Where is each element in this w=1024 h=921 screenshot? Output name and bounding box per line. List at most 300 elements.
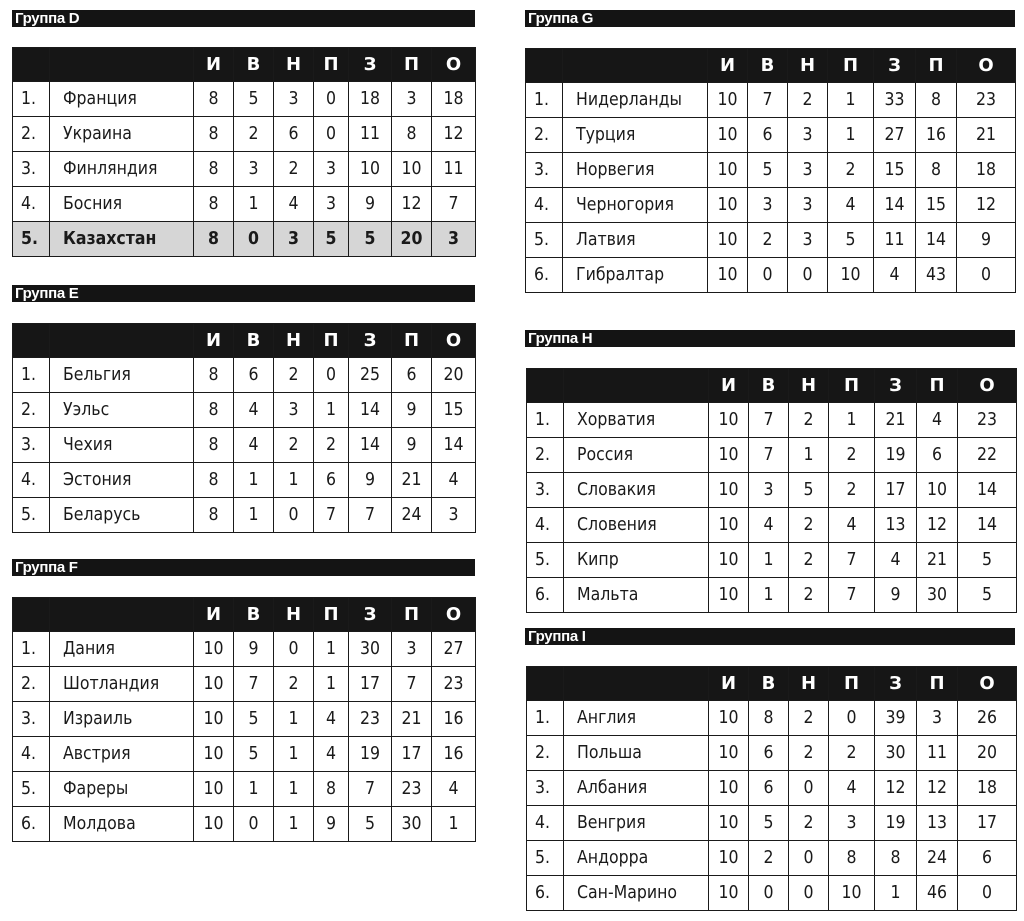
stat-cell: 9 bbox=[392, 393, 432, 428]
stat-cell: 8 bbox=[916, 83, 957, 118]
team-name-cell: Босния bbox=[50, 187, 194, 222]
rank-cell: 2. bbox=[527, 736, 564, 771]
stat-cell: 1 bbox=[789, 438, 829, 473]
stat-cell: 4 bbox=[314, 737, 349, 772]
stat-cell: 1 bbox=[274, 772, 314, 807]
stat-cell: 19 bbox=[349, 737, 392, 772]
stat-cell: 1 bbox=[875, 876, 917, 911]
header-team-cell bbox=[563, 49, 708, 83]
stat-cell: 12 bbox=[392, 187, 432, 222]
stat-cell: 4 bbox=[274, 187, 314, 222]
table-row bbox=[527, 473, 1017, 508]
stat-cell: 6 bbox=[749, 736, 789, 771]
stat-cell: 9 bbox=[234, 632, 274, 667]
header-team-cell bbox=[50, 48, 194, 82]
stat-cell: 5 bbox=[828, 223, 874, 258]
stat-cell: 3 bbox=[788, 118, 828, 153]
stat-cell: 10 bbox=[709, 403, 749, 438]
column-header: П bbox=[392, 48, 432, 82]
stat-cell: 13 bbox=[875, 508, 917, 543]
group-title: Группа F bbox=[15, 559, 78, 576]
stat-cell: 1 bbox=[749, 578, 789, 613]
stat-cell: 14 bbox=[432, 428, 476, 463]
stat-cell: 9 bbox=[957, 223, 1016, 258]
column-header: З bbox=[349, 598, 392, 632]
team-name-cell: Черногория bbox=[563, 188, 708, 223]
stat-cell: 3 bbox=[274, 222, 314, 257]
rank-cell: 4. bbox=[527, 508, 564, 543]
stat-cell: 8 bbox=[194, 428, 234, 463]
stat-cell: 17 bbox=[349, 667, 392, 702]
rank-cell: 3. bbox=[527, 771, 564, 806]
rank-cell: 3. bbox=[13, 428, 50, 463]
team-name-cell: Андорра bbox=[564, 841, 709, 876]
team-name-cell: Нидерланды bbox=[563, 83, 708, 118]
rank-cell: 4. bbox=[526, 188, 563, 223]
rank-cell: 5. bbox=[13, 772, 50, 807]
stat-cell: 8 bbox=[875, 841, 917, 876]
stat-cell: 23 bbox=[432, 667, 476, 702]
stat-cell: 4 bbox=[829, 508, 875, 543]
table-row bbox=[13, 772, 476, 807]
rank-cell: 5. bbox=[527, 543, 564, 578]
group-title: Группа E bbox=[15, 285, 79, 302]
column-header: В bbox=[234, 324, 274, 358]
table-row bbox=[13, 187, 476, 222]
rank-cell: 1. bbox=[527, 701, 564, 736]
table-row bbox=[13, 463, 476, 498]
rank-cell: 6. bbox=[527, 876, 564, 911]
column-header: В bbox=[748, 49, 788, 83]
stat-cell: 16 bbox=[916, 118, 957, 153]
stat-cell: 2 bbox=[274, 152, 314, 187]
stat-cell: 2 bbox=[789, 701, 829, 736]
team-name-cell: Мальта bbox=[564, 578, 709, 613]
stat-cell: 0 bbox=[274, 498, 314, 533]
stat-cell: 5 bbox=[234, 82, 274, 117]
stat-cell: 2 bbox=[748, 223, 788, 258]
stat-cell: 2 bbox=[749, 841, 789, 876]
stat-cell: 23 bbox=[349, 702, 392, 737]
stat-cell: 0 bbox=[788, 258, 828, 293]
stat-cell: 27 bbox=[432, 632, 476, 667]
stat-cell: 3 bbox=[748, 188, 788, 223]
stat-cell: 4 bbox=[875, 543, 917, 578]
stat-cell: 12 bbox=[875, 771, 917, 806]
stat-cell: 9 bbox=[349, 463, 392, 498]
standings-table-g bbox=[525, 48, 1016, 293]
column-header: И bbox=[194, 598, 234, 632]
rank-cell: 5. bbox=[526, 223, 563, 258]
column-header: З bbox=[349, 324, 392, 358]
stat-cell: 1 bbox=[829, 403, 875, 438]
rank-cell: 1. bbox=[527, 403, 564, 438]
stat-cell: 5 bbox=[234, 702, 274, 737]
stat-cell: 18 bbox=[957, 153, 1016, 188]
column-header: В bbox=[234, 48, 274, 82]
stat-cell: 2 bbox=[789, 578, 829, 613]
table-row bbox=[526, 83, 1016, 118]
stat-cell: 3 bbox=[432, 498, 476, 533]
stat-cell: 2 bbox=[789, 543, 829, 578]
column-header: О bbox=[957, 49, 1016, 83]
stat-cell: 5 bbox=[789, 473, 829, 508]
stat-cell: 5 bbox=[234, 737, 274, 772]
table-row bbox=[13, 632, 476, 667]
stat-cell: 8 bbox=[194, 222, 234, 257]
stat-cell: 8 bbox=[314, 772, 349, 807]
rank-cell: 4. bbox=[13, 737, 50, 772]
stat-cell: 10 bbox=[709, 771, 749, 806]
stat-cell: 18 bbox=[432, 82, 476, 117]
team-name-cell: Молдова bbox=[50, 807, 194, 842]
stat-cell: 11 bbox=[432, 152, 476, 187]
stat-cell: 30 bbox=[917, 578, 958, 613]
stat-cell: 21 bbox=[392, 463, 432, 498]
team-name-cell: Казахстан bbox=[50, 222, 194, 257]
team-name-cell: Чехия bbox=[50, 428, 194, 463]
group-header-bar bbox=[525, 10, 1015, 27]
stat-cell: 8 bbox=[194, 393, 234, 428]
stat-cell: 30 bbox=[349, 632, 392, 667]
stat-cell: 0 bbox=[314, 358, 349, 393]
team-name-cell: Бельгия bbox=[50, 358, 194, 393]
stat-cell: 2 bbox=[829, 736, 875, 771]
stat-cell: 8 bbox=[194, 152, 234, 187]
stat-cell: 10 bbox=[194, 702, 234, 737]
stat-cell: 1 bbox=[234, 187, 274, 222]
team-name-cell: Хорватия bbox=[564, 403, 709, 438]
stat-cell: 12 bbox=[432, 117, 476, 152]
stat-cell: 1 bbox=[274, 463, 314, 498]
stat-cell: 4 bbox=[828, 188, 874, 223]
column-header: П bbox=[829, 667, 875, 701]
standings-table-h bbox=[526, 368, 1017, 613]
column-header: В bbox=[234, 598, 274, 632]
rank-cell: 1. bbox=[13, 82, 50, 117]
column-header: П bbox=[314, 324, 349, 358]
column-header: И bbox=[194, 48, 234, 82]
rank-cell: 3. bbox=[527, 473, 564, 508]
column-header: З bbox=[874, 49, 916, 83]
rank-cell: 2. bbox=[526, 118, 563, 153]
standings-table-d bbox=[12, 47, 476, 257]
stat-cell: 4 bbox=[432, 772, 476, 807]
stat-cell: 1 bbox=[274, 702, 314, 737]
team-name-cell: Фареры bbox=[50, 772, 194, 807]
stat-cell: 26 bbox=[958, 701, 1017, 736]
stat-cell: 10 bbox=[194, 667, 234, 702]
stat-cell: 3 bbox=[917, 701, 958, 736]
column-header: З bbox=[875, 369, 917, 403]
stat-cell: 3 bbox=[749, 473, 789, 508]
stat-cell: 4 bbox=[432, 463, 476, 498]
stat-cell: 16 bbox=[432, 702, 476, 737]
stat-cell: 5 bbox=[748, 153, 788, 188]
stat-cell: 7 bbox=[432, 187, 476, 222]
rank-cell: 3. bbox=[526, 153, 563, 188]
group-title: Группа H bbox=[528, 330, 593, 347]
stat-cell: 1 bbox=[314, 667, 349, 702]
stat-cell: 1 bbox=[314, 393, 349, 428]
stat-cell: 17 bbox=[875, 473, 917, 508]
header-team-cell bbox=[564, 369, 709, 403]
stat-cell: 0 bbox=[234, 807, 274, 842]
column-header: П bbox=[392, 598, 432, 632]
team-name-cell: Шотландия bbox=[50, 667, 194, 702]
stat-cell: 0 bbox=[789, 841, 829, 876]
table-row bbox=[13, 498, 476, 533]
stat-cell: 3 bbox=[234, 152, 274, 187]
column-header: П bbox=[916, 49, 957, 83]
stat-cell: 10 bbox=[829, 876, 875, 911]
rank-cell: 1. bbox=[13, 358, 50, 393]
column-header: Н bbox=[788, 49, 828, 83]
team-name-cell: Дания bbox=[50, 632, 194, 667]
column-header: Н bbox=[789, 667, 829, 701]
group-title: Группа D bbox=[15, 10, 80, 27]
rank-cell: 4. bbox=[527, 806, 564, 841]
stat-cell: 2 bbox=[789, 806, 829, 841]
stat-cell: 3 bbox=[432, 222, 476, 257]
stat-cell: 4 bbox=[234, 393, 274, 428]
column-header: О bbox=[432, 598, 476, 632]
rank-cell: 2. bbox=[527, 438, 564, 473]
stat-cell: 11 bbox=[874, 223, 916, 258]
stat-cell: 21 bbox=[875, 403, 917, 438]
stat-cell: 5 bbox=[349, 222, 392, 257]
table-row bbox=[13, 222, 476, 257]
stat-cell: 13 bbox=[917, 806, 958, 841]
stat-cell: 15 bbox=[874, 153, 916, 188]
column-header: П bbox=[828, 49, 874, 83]
table-row bbox=[526, 153, 1016, 188]
table-row bbox=[527, 578, 1017, 613]
column-header: И bbox=[709, 369, 749, 403]
standings-table-i bbox=[526, 666, 1017, 911]
stat-cell: 10 bbox=[708, 223, 748, 258]
stat-cell: 15 bbox=[916, 188, 957, 223]
stat-cell: 14 bbox=[349, 428, 392, 463]
team-name-cell: Албания bbox=[564, 771, 709, 806]
table-row bbox=[527, 403, 1017, 438]
team-name-cell: Венгрия bbox=[564, 806, 709, 841]
standings-table-e bbox=[12, 323, 476, 533]
table-header-row bbox=[527, 667, 1017, 701]
stat-cell: 0 bbox=[748, 258, 788, 293]
stat-cell: 9 bbox=[392, 428, 432, 463]
stat-cell: 10 bbox=[709, 841, 749, 876]
table-header-row bbox=[527, 369, 1017, 403]
stat-cell: 0 bbox=[234, 222, 274, 257]
stat-cell: 8 bbox=[194, 498, 234, 533]
stat-cell: 2 bbox=[789, 403, 829, 438]
column-header: П bbox=[314, 598, 349, 632]
stat-cell: 10 bbox=[194, 737, 234, 772]
table-row bbox=[526, 188, 1016, 223]
stat-cell: 8 bbox=[829, 841, 875, 876]
table-row bbox=[13, 393, 476, 428]
table-header-row bbox=[13, 48, 476, 82]
stat-cell: 30 bbox=[392, 807, 432, 842]
stat-cell: 3 bbox=[788, 153, 828, 188]
rank-cell: 3. bbox=[13, 702, 50, 737]
stat-cell: 3 bbox=[314, 187, 349, 222]
team-name-cell: Финляндия bbox=[50, 152, 194, 187]
stat-cell: 10 bbox=[194, 632, 234, 667]
stat-cell: 4 bbox=[829, 771, 875, 806]
column-header: О bbox=[958, 369, 1017, 403]
column-header: П bbox=[392, 324, 432, 358]
stat-cell: 10 bbox=[709, 473, 749, 508]
stat-cell: 18 bbox=[349, 82, 392, 117]
stat-cell: 14 bbox=[349, 393, 392, 428]
stat-cell: 25 bbox=[349, 358, 392, 393]
stat-cell: 0 bbox=[957, 258, 1016, 293]
column-header: Н bbox=[274, 324, 314, 358]
stat-cell: 20 bbox=[958, 736, 1017, 771]
stat-cell: 4 bbox=[314, 702, 349, 737]
stat-cell: 43 bbox=[916, 258, 957, 293]
stat-cell: 2 bbox=[274, 358, 314, 393]
stat-cell: 24 bbox=[917, 841, 958, 876]
stat-cell: 20 bbox=[392, 222, 432, 257]
column-header: И bbox=[709, 667, 749, 701]
stat-cell: 14 bbox=[874, 188, 916, 223]
team-name-cell: Гибралтар bbox=[563, 258, 708, 293]
team-name-cell: Словакия bbox=[564, 473, 709, 508]
column-header: П bbox=[917, 667, 958, 701]
stat-cell: 9 bbox=[349, 187, 392, 222]
stat-cell: 23 bbox=[392, 772, 432, 807]
stat-cell: 14 bbox=[958, 473, 1017, 508]
rank-cell: 5. bbox=[527, 841, 564, 876]
stat-cell: 10 bbox=[709, 543, 749, 578]
stat-cell: 8 bbox=[194, 463, 234, 498]
group-title: Группа I bbox=[528, 628, 586, 645]
stat-cell: 8 bbox=[194, 187, 234, 222]
standings-table-f bbox=[12, 597, 476, 842]
stat-cell: 4 bbox=[874, 258, 916, 293]
table-row bbox=[527, 771, 1017, 806]
team-name-cell: Кипр bbox=[564, 543, 709, 578]
stat-cell: 7 bbox=[748, 83, 788, 118]
column-header: Н bbox=[274, 48, 314, 82]
table-header-row bbox=[13, 324, 476, 358]
stat-cell: 10 bbox=[709, 736, 749, 771]
stat-cell: 4 bbox=[749, 508, 789, 543]
stat-cell: 1 bbox=[234, 498, 274, 533]
stat-cell: 5 bbox=[958, 543, 1017, 578]
rank-cell: 5. bbox=[13, 498, 50, 533]
rank-cell: 1. bbox=[13, 632, 50, 667]
team-name-cell: Россия bbox=[564, 438, 709, 473]
stat-cell: 0 bbox=[958, 876, 1017, 911]
column-header: П bbox=[829, 369, 875, 403]
table-row bbox=[13, 82, 476, 117]
rank-cell: 4. bbox=[13, 463, 50, 498]
stat-cell: 1 bbox=[828, 83, 874, 118]
column-header: Н bbox=[274, 598, 314, 632]
column-header: П bbox=[917, 369, 958, 403]
header-team-cell bbox=[564, 667, 709, 701]
stat-cell: 9 bbox=[875, 578, 917, 613]
table-header-row bbox=[526, 49, 1016, 83]
stat-cell: 1 bbox=[234, 772, 274, 807]
column-header: В bbox=[749, 369, 789, 403]
table-row bbox=[527, 543, 1017, 578]
stat-cell: 8 bbox=[194, 117, 234, 152]
stat-cell: 6 bbox=[749, 771, 789, 806]
stat-cell: 0 bbox=[314, 82, 349, 117]
stat-cell: 5 bbox=[349, 807, 392, 842]
column-header: О bbox=[432, 324, 476, 358]
rank-cell: 2. bbox=[13, 117, 50, 152]
stat-cell: 10 bbox=[709, 438, 749, 473]
stat-cell: 11 bbox=[349, 117, 392, 152]
team-name-cell: Словения bbox=[564, 508, 709, 543]
stat-cell: 1 bbox=[314, 632, 349, 667]
group-header-bar bbox=[12, 559, 475, 576]
group-header-bar bbox=[525, 330, 1015, 347]
stat-cell: 1 bbox=[234, 463, 274, 498]
stat-cell: 10 bbox=[708, 153, 748, 188]
team-name-cell: Польша bbox=[564, 736, 709, 771]
rank-cell: 5. bbox=[13, 222, 50, 257]
table-row bbox=[13, 702, 476, 737]
stat-cell: 7 bbox=[349, 498, 392, 533]
table-row bbox=[527, 841, 1017, 876]
stat-cell: 23 bbox=[958, 403, 1017, 438]
team-name-cell: Латвия bbox=[563, 223, 708, 258]
team-name-cell: Сан-Марино bbox=[564, 876, 709, 911]
stat-cell: 10 bbox=[349, 152, 392, 187]
stat-cell: 2 bbox=[314, 428, 349, 463]
team-name-cell: Австрия bbox=[50, 737, 194, 772]
header-rank-cell bbox=[527, 667, 564, 701]
group-header-bar bbox=[12, 10, 475, 27]
team-name-cell: Англия bbox=[564, 701, 709, 736]
stat-cell: 6 bbox=[917, 438, 958, 473]
stat-cell: 1 bbox=[274, 807, 314, 842]
stat-cell: 2 bbox=[274, 428, 314, 463]
stat-cell: 2 bbox=[789, 508, 829, 543]
team-name-cell: Уэльс bbox=[50, 393, 194, 428]
stat-cell: 17 bbox=[392, 737, 432, 772]
rank-cell: 6. bbox=[527, 578, 564, 613]
stat-cell: 21 bbox=[392, 702, 432, 737]
stat-cell: 17 bbox=[958, 806, 1017, 841]
stat-cell: 7 bbox=[749, 403, 789, 438]
table-row bbox=[526, 223, 1016, 258]
column-header: О bbox=[432, 48, 476, 82]
table-row bbox=[527, 876, 1017, 911]
team-name-cell: Франция bbox=[50, 82, 194, 117]
group-header-bar bbox=[12, 285, 475, 302]
column-header: П bbox=[314, 48, 349, 82]
header-rank-cell bbox=[13, 324, 50, 358]
stat-cell: 4 bbox=[917, 403, 958, 438]
table-row bbox=[13, 428, 476, 463]
stat-cell: 0 bbox=[789, 771, 829, 806]
column-header: В bbox=[749, 667, 789, 701]
stat-cell: 0 bbox=[314, 117, 349, 152]
team-name-cell: Беларусь bbox=[50, 498, 194, 533]
stat-cell: 12 bbox=[957, 188, 1016, 223]
stat-cell: 10 bbox=[708, 83, 748, 118]
stat-cell: 22 bbox=[958, 438, 1017, 473]
stat-cell: 10 bbox=[194, 807, 234, 842]
